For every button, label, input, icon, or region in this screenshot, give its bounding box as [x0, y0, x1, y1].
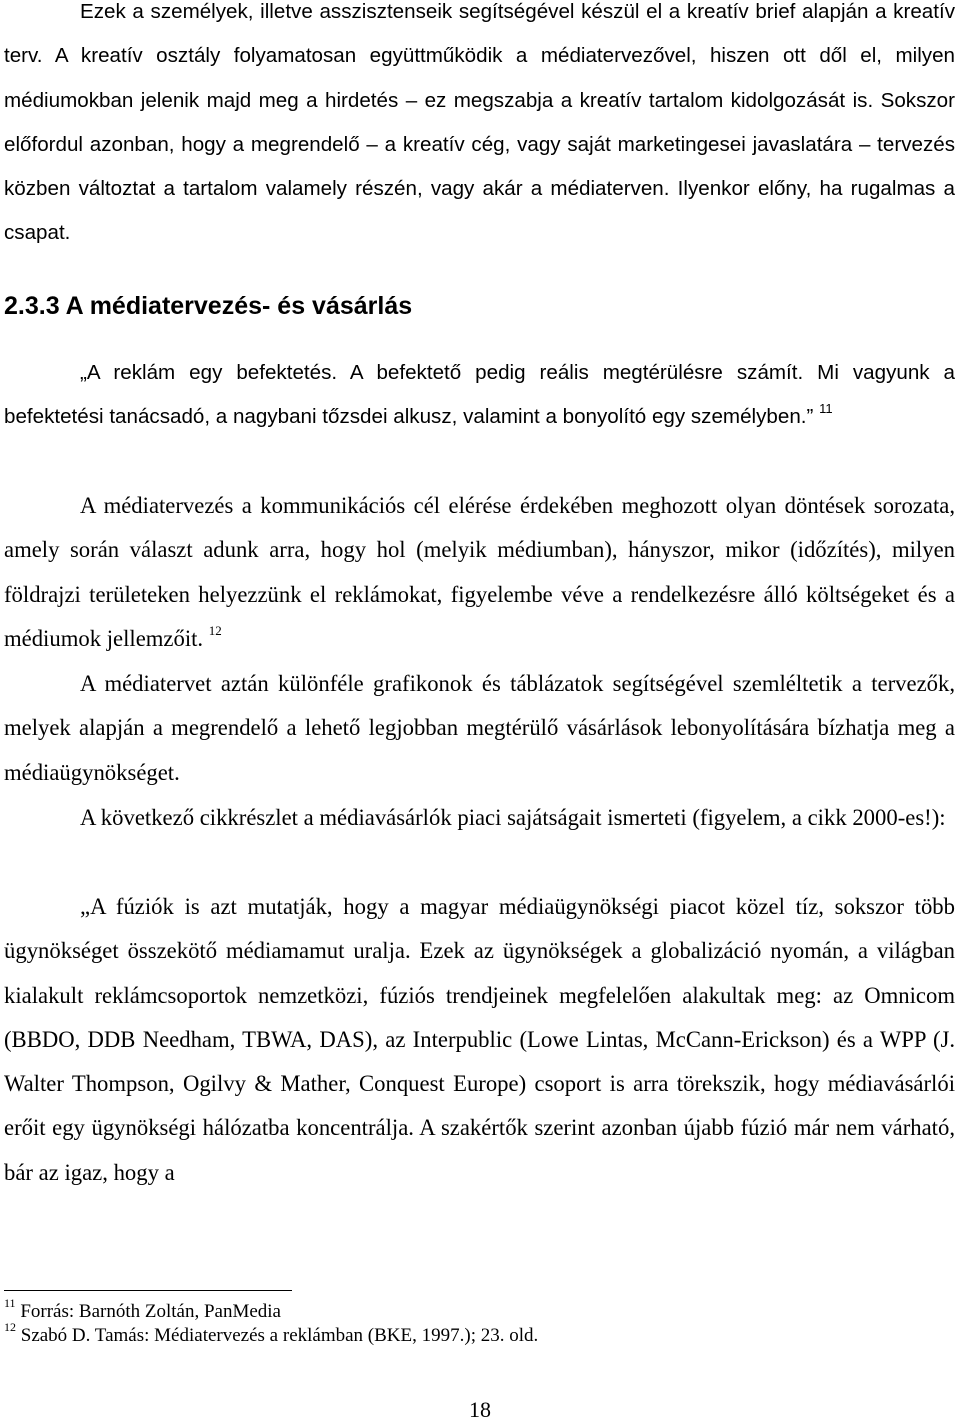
- quote-text: „A reklám egy befektetés. A befektető pedig reális megtérülésre számít. Mi vagyunk a befektetési tanácsadó, a nagybani tőzsdei alkusz, valamint a bonyolító egy személyben.”: [4, 361, 955, 429]
- page-number: 18: [469, 1397, 491, 1422]
- footnote-ref-11: 11: [819, 401, 833, 417]
- footnote-11: [4, 1295, 944, 1324]
- footnote-12: [4, 1319, 944, 1348]
- footnotes: [4, 1295, 944, 1348]
- footnote-text: Szabó D. Tamás: Médiatervezés a reklámban (BKE, 1997.); 23. old.: [20, 1325, 539, 1346]
- footnote-ref-12: 12: [208, 623, 222, 639]
- footnote-text: Forrás: Barnóth Zoltán, PanMedia: [20, 1301, 281, 1322]
- paragraph-creative-team: Ezek a személyek, illetve asszisztenseik segítségével készül el a kreatív brief alapján a kreatív terv. A kreatív osztály folyamatosan együttműködik a médiatervezővel, hiszen ott dől el, milyen médiumokban jelenik majd meg a hirdetés – ez megszabja a kreatív tartalom kidolgozását is. Sokszor előfordul azonban, hogy a megrendelő – a kreatív cég, vagy saját marketingesei javaslatára – tervezés közben változtat a tartalom valamely részén, vagy akár a médiaterven. Ilyenkor előny, ha rugalmas a csapat.: [4, 0, 955, 245]
- paragraph-media-plan: A médiatervet aztán különféle grafikonok és táblázatok segítségével szemléltetik a tervezők, melyek alapján a megrendelő a lehető legjobban megtérülő vásárlások lebonyolítására bízhatja meg a médiaügynökséget.: [4, 671, 955, 785]
- paragraph-media-planning-definition: [4, 484, 955, 661]
- paragraph-article-intro: A következő cikkrészlet a médiavásárlók piaci sajátságait ismerteti (figyelem, a cikk 2000-es!):: [80, 805, 946, 830]
- footnote-separator: [4, 1290, 292, 1291]
- footnote-number: 11: [4, 1295, 16, 1310]
- footnote-number: 12: [4, 1319, 16, 1334]
- definition-text: A médiatervezés a kommunikációs cél elérése érdekében meghozott olyan döntések sorozata, amely során választ adunk arra, hogy hol (melyik médiumban), hányszor, mikor (időzítés), milyen földrajzi területeken helyezzünk el reklámokat, figyelembe véve a rendelkezésre álló költségeket és a médiumok jellemzőit.: [4, 493, 955, 651]
- section-heading: 2.3.3 A médiatervezés- és vásárlás: [4, 292, 413, 320]
- paragraph-investment-quote: [4, 351, 955, 440]
- paragraph-article-quote: „A fúziók is azt mutatják, hogy a magyar médiaügynökségi piacot közel tíz, sokszor több ügynökséget összekötő médiamamut uralja. Ezek az ügynökségek a globalizáció nyomán, a világban kialakult reklámcsoportok nemzetközi, fúziós trendjeinek megfelelően alakultak meg: az Omnicom (BBDO, DDB Needham, TBWA, DAS), az Interpublic (Lowe Lintas, McCann-Erickson) és a WPP (J. Walter Thompson, Ogilvy & Mather, Conquest Europe) csoport is arra törekszik, hogy médiavásárlói erőit egy ügynökségi hálózatba koncentrálja. A szakértők szerint azonban újabb fúzió már nem várható, bár az igaz, hogy a: [4, 894, 955, 1185]
